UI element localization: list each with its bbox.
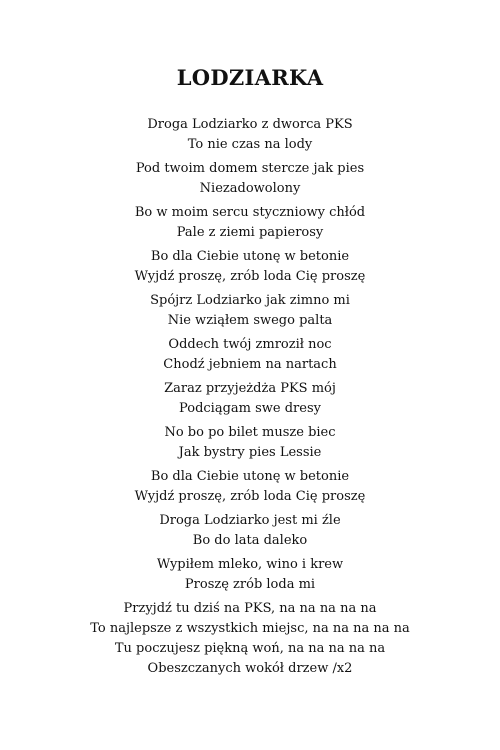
verse-line: Droga Lodziarko jest mi źle [159,513,341,528]
stanza [0,335,500,375]
verse-line: Pod twoim domem stercze jak pies [135,161,365,176]
verse-line: Pale z ziemi papierosy [176,225,324,240]
verse-line: To najlepsze z wszystkich miejsc, na na na na na [90,621,410,636]
verse-line: Nie wziąłem swego palta [167,313,333,328]
verse-line: Wyjdź proszę, zrób loda Cię proszę [134,269,366,284]
verse-line: Niezadowolony [199,181,301,196]
stanza [0,379,500,419]
verse-line: Bo do lata daleko [192,533,308,548]
verse-line: Wypiłem mleko, wino i krew [156,557,344,572]
verse-line: Podciągam swe dresy [179,401,321,416]
stanza [0,511,500,551]
verse-line: Bo w moim sercu styczniowy chłód [134,205,366,220]
verse-line: Proszę zrób loda mi [184,577,316,592]
final-stanza [0,599,500,679]
verse-line: Zaraz przyjeżdża PKS mój [164,381,336,396]
verse-line: Droga Lodziarko z dworca PKS [147,117,353,132]
stanza [0,115,500,155]
page-title: LODZIARKA [176,65,324,90]
verse-line: Przyjdź tu dziś na PKS, na na na na na [123,601,377,616]
verse-line: Bo dla Ciebie utonę w betonie [150,469,350,484]
verse-line: Spójrz Lodziarko jak zimno mi [150,293,350,308]
verse-line: To nie czas na lody [187,137,313,152]
verse-line: Bo dla Ciebie utonę w betonie [150,249,350,264]
verse-line: No bo po bilet musze biec [164,425,336,440]
verse-line: Tu poczujesz piękną woń, na na na na na [114,641,386,656]
verse-line: Oddech twój zmroził noc [168,337,332,352]
verse-line: Obeszczanych wokół drzew /x2 [147,661,353,676]
stanza [0,555,500,595]
stanza [0,159,500,199]
verse-line: Jak bystry pies Lessie [178,445,322,460]
chorus-stanza [0,467,500,507]
verse-line: Chodź jebniem na nartach [163,357,337,372]
stanza [0,203,500,243]
stanza [0,423,500,463]
stanza [0,291,500,331]
chorus-stanza [0,247,500,287]
verse-line: Wyjdź proszę, zrób loda Cię proszę [134,489,366,504]
